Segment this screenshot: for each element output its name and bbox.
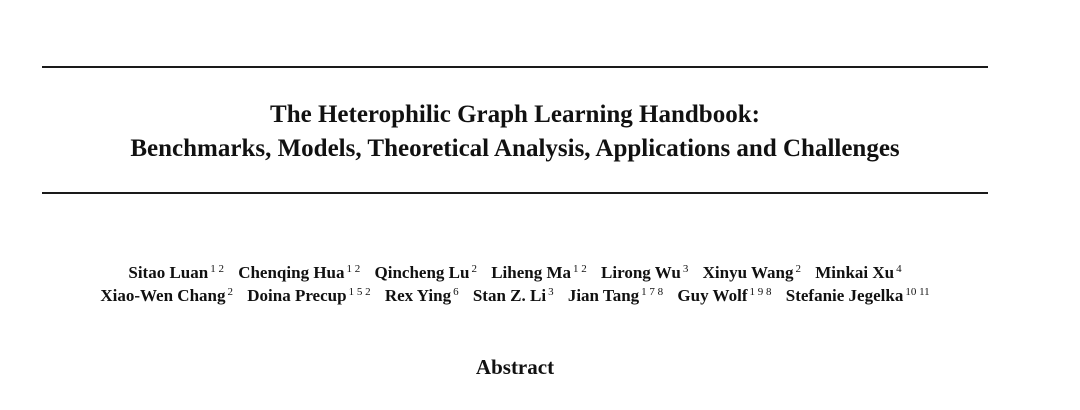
author bbox=[677, 284, 771, 307]
title-line-2: Benchmarks, Models, Theoretical Analysis, Applications and Challenges bbox=[130, 135, 900, 162]
author-name: Doina Precup bbox=[247, 286, 347, 305]
author bbox=[100, 284, 233, 307]
author bbox=[247, 284, 370, 307]
author-affiliation: 1 2 bbox=[210, 263, 224, 275]
author-name: Guy Wolf bbox=[677, 286, 748, 305]
author-row-2 bbox=[0, 284, 1030, 307]
author-affiliation: 2 bbox=[227, 286, 233, 298]
author-affiliation: 6 bbox=[453, 286, 459, 298]
author bbox=[703, 261, 801, 284]
author-affiliation: 2 bbox=[471, 263, 477, 275]
author-affiliation: 3 bbox=[548, 286, 554, 298]
author-affiliation: 1 7 8 bbox=[641, 286, 664, 298]
author-name: Chenqing Hua bbox=[238, 263, 345, 282]
top-rule bbox=[42, 66, 988, 68]
author-name: Stan Z. Li bbox=[472, 286, 547, 305]
author-row-1 bbox=[0, 261, 1030, 284]
author-affiliation: 1 9 8 bbox=[749, 286, 772, 298]
author bbox=[238, 261, 360, 284]
author-affiliation: 10 11 bbox=[905, 286, 930, 298]
author bbox=[786, 284, 930, 307]
author-name: Xiao-Wen Chang bbox=[100, 286, 226, 305]
author-name: Lirong Wu bbox=[601, 263, 681, 282]
author-name: Jian Tang bbox=[567, 286, 640, 305]
title-line-1: The Heterophilic Graph Learning Handbook: bbox=[270, 101, 760, 128]
author-name: Xinyu Wang bbox=[702, 263, 794, 282]
author-name: Qincheng Lu bbox=[374, 263, 470, 282]
author-affiliation: 3 bbox=[682, 263, 689, 275]
author bbox=[128, 261, 224, 284]
author-affiliation: 2 bbox=[795, 263, 801, 275]
author-name: Sitao Luan bbox=[128, 263, 209, 282]
author-affiliation: 1 5 2 bbox=[348, 286, 371, 298]
author bbox=[491, 261, 587, 284]
author bbox=[568, 284, 663, 307]
author-list bbox=[0, 261, 1030, 307]
author-name: Minkai Xu bbox=[815, 263, 895, 282]
author bbox=[601, 261, 688, 284]
author-affiliation: 1 2 bbox=[573, 263, 587, 275]
author bbox=[375, 261, 477, 284]
paper-title bbox=[0, 98, 1030, 166]
abstract-heading: Abstract bbox=[475, 355, 555, 379]
author-name: Liheng Ma bbox=[491, 263, 572, 282]
author bbox=[815, 261, 901, 284]
author-name: Stefanie Jegelka bbox=[785, 286, 904, 305]
author bbox=[385, 284, 459, 307]
author bbox=[473, 284, 554, 307]
author-affiliation: 4 bbox=[896, 263, 902, 275]
author-affiliation: 1 2 bbox=[346, 263, 361, 275]
author-name: Rex Ying bbox=[384, 286, 452, 305]
bottom-rule bbox=[42, 192, 988, 194]
